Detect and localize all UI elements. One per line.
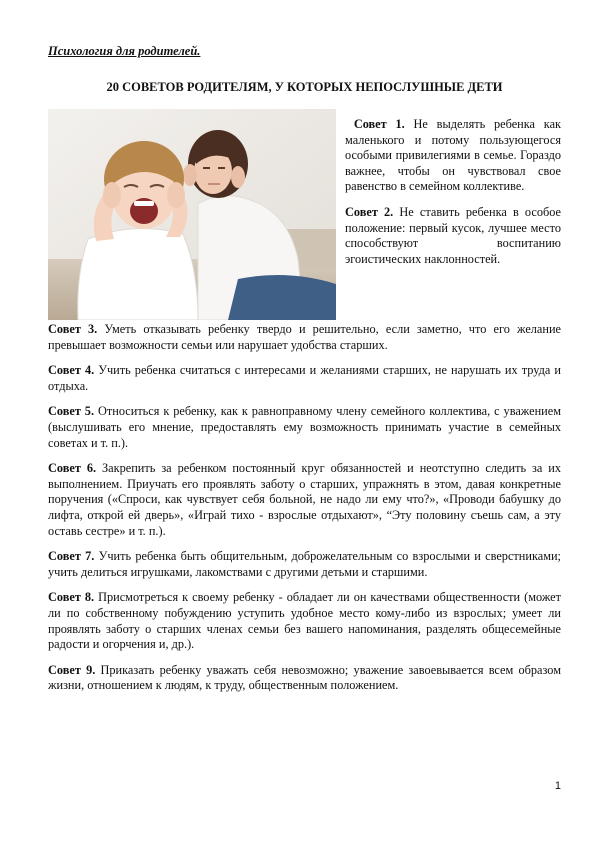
tip-5-label: Совет 5.: [48, 404, 95, 419]
page-number: 1: [554, 780, 561, 792]
tip-8-label: Совет 8.: [48, 590, 95, 605]
tip-7-label: Совет 7.: [48, 549, 95, 564]
tip-1-text: Не выделять ребенка как маленького и потому пользующегося особыми привилегиями в семье. Гораздо важнее, чтобы он чувствовал свое равенство в семейном коллективе.: [345, 117, 562, 194]
tip-2: [345, 205, 561, 267]
tip-7-text: Учить ребенка быть общительным, доброжелательным со взрослыми и сверстниками; учить делиться игрушками, лакомствами с другими детьми и старшими.: [48, 549, 561, 579]
main-body: [48, 322, 561, 704]
side-column: [345, 117, 561, 277]
document-title: 20 СОВЕТОВ РОДИТЕЛЯМ, У КОТОРЫХ НЕПОСЛУШНЫЕ ДЕТИ: [106, 80, 503, 94]
tip-4: [48, 363, 561, 394]
tip-2-label: Совет 2.: [345, 204, 394, 219]
tip-1: [345, 117, 561, 195]
tip-8-text: Присмотреться к своему ребенку - обладает ли он качествами общественности (может ли по собственному побуждению уступить удобное место кому-либо из взрослых; умеет ли проявлять заботу о старших членах семьи без вашего напоминания, разделять общесемейные радости и огорчения и, др.).: [48, 590, 561, 652]
tip-5: [48, 404, 561, 451]
tip-9-text: Приказать ребенку уважать себя невозможно; уважение завоевывается всем образом жизни, отношением к людям, к труду, общественным положением.: [48, 662, 561, 693]
tip-9-label: Совет 9.: [48, 662, 96, 677]
tip-6-label: Совет 6.: [48, 461, 97, 476]
tip-6: [48, 461, 561, 539]
tip-4-label: Совет 4.: [48, 363, 95, 378]
tip-8: [48, 590, 561, 652]
tip-2-text: Не ставить ребенка в особое положение: первый кусок, лучшее место способствуют воспитанию эгоистических наклонностей.: [345, 204, 561, 266]
tip-3-text: Уметь отказывать ребенку твердо и решительно, если заметно, что его желание превышает возможности семьи или нарушает удобства старших.: [48, 322, 561, 352]
tip-3-label: Совет 3.: [48, 322, 98, 336]
tip-7: [48, 549, 561, 580]
section-header: Психология для родителей.: [48, 44, 201, 58]
photo-screaming-child-with-mother: [48, 109, 336, 320]
tip-3: [48, 322, 561, 353]
tip-1-label: Совет 1.: [353, 117, 405, 131]
tip-6-text: Закрепить за ребенком постоянный круг обязанностей и неотступно следить за их выполнением. Приучать его проявлять заботу о старших, упражнять в этом, давая конкретные поручения («Спроси, как чувствует себя больной, не надо ли ему что?», «Проводи бабушку до лифта, открой ей дверь», «Играй тихо - взрослые отдыхают», “Эту половину съешь сам, а эту оставь сестре» и т. п.).: [48, 461, 562, 538]
tip-4-text: Учить ребенка считаться с интересами и желаниями старших, не нарушать их труда и отдыха.: [48, 363, 561, 393]
tip-5-text: Относиться к ребенку, как к равноправному члену семейного коллектива, с уважением (выслушивать его мнение, предоставлять ему возможность принимать участие в семейных советах и т. п.).: [48, 404, 561, 450]
tip-9: [48, 663, 561, 694]
